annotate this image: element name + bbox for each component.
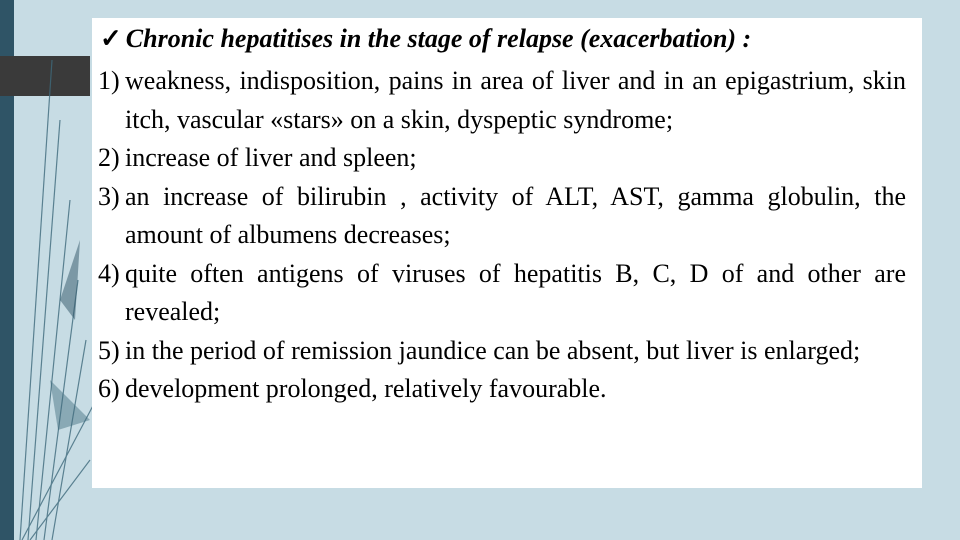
list-item: [98, 255, 906, 332]
list-item: [98, 62, 906, 139]
list-item: [98, 139, 906, 178]
list-item-number: 5): [98, 335, 120, 365]
checkmark-icon: ✓: [100, 24, 122, 53]
list-item-text: in the period of remission jaundice can be absent, but liver is enlarged;: [125, 335, 861, 365]
list-item: [98, 370, 906, 409]
symptom-list: [98, 62, 906, 409]
list-item-text: an increase of bilirubin , activity of ALT, AST, gamma globulin, the amount of albumens decreases;: [125, 181, 906, 249]
list-item-text: development prolonged, relatively favourable.: [125, 374, 607, 403]
list-item-number: 6): [98, 374, 120, 403]
list-item-number: 3): [98, 181, 120, 211]
list-item-number: 1): [98, 66, 120, 95]
list-item-number: 4): [98, 258, 120, 288]
list-item-number: 2): [98, 143, 120, 172]
slide-title: [100, 22, 751, 56]
list-item-text: increase of liver and spleen;: [125, 143, 417, 172]
list-item: [98, 332, 906, 371]
list-item-text: weakness, indisposition, pains in area of liver and in an epigastrium, skin itch, vascular «stars» on a skin, dyspeptic syndrome;: [125, 66, 906, 134]
list-item-text: quite often antigens of viruses of hepatitis B, C, D of and other are revealed;: [125, 258, 906, 326]
list-item: [98, 178, 906, 255]
slide-title-text: Chronic hepatitises in the stage of relapse (exacerbation) :: [125, 24, 752, 53]
